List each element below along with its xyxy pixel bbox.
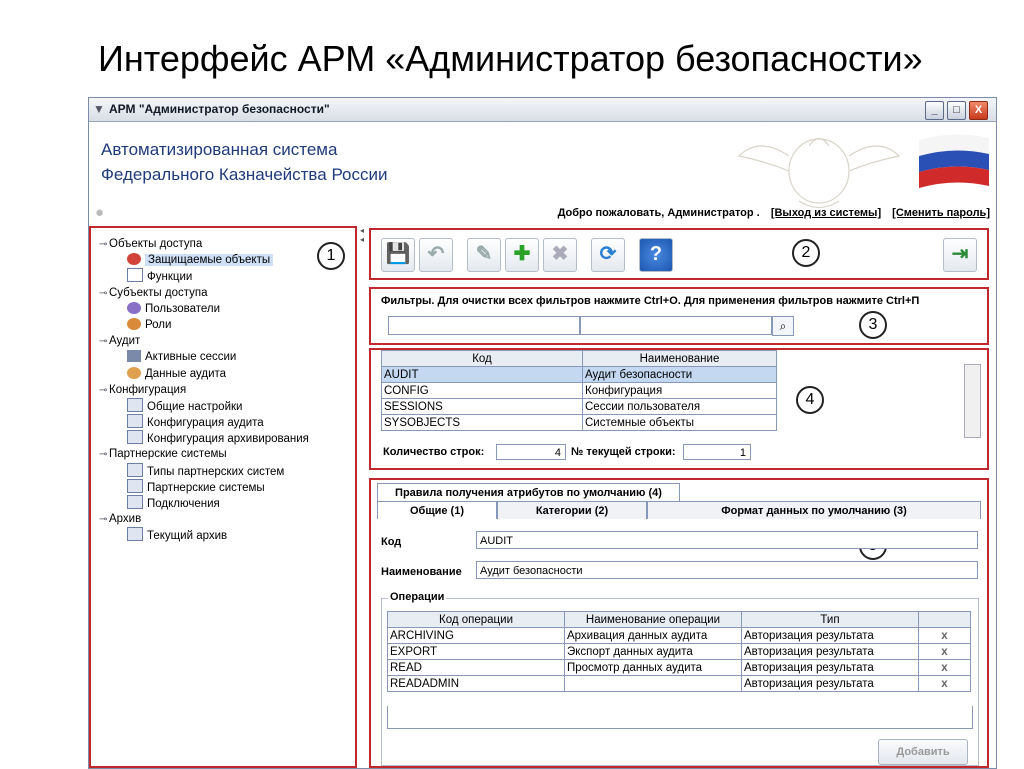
help-icon[interactable]: ? [639,238,673,272]
marker-2: 2 [792,239,820,267]
expander-icon[interactable]: ⊸ [99,514,108,526]
settings-icon [127,398,143,412]
objects-table-panel [369,348,989,470]
minimize-button[interactable]: _ [925,101,944,120]
table-row[interactable] [388,676,971,692]
roles-icon [127,318,141,330]
tree-node[interactable] [99,236,309,252]
hint-bulb-icon[interactable]: ● [95,204,105,221]
table-cell: READ [388,660,565,676]
remove-operation-button[interactable]: x [919,660,971,676]
table-cell: SESSIONS [382,399,583,415]
filter-code-input[interactable] [388,316,580,335]
table-cell: Сессии пользователя [583,399,777,415]
window-titlebar[interactable] [89,98,996,122]
table-cell: Архивация данных аудита [565,628,742,644]
toolbar [369,228,989,280]
tree-node-label: Подключения [147,498,220,510]
tree-node[interactable] [99,446,309,462]
tree-node-label: Объекты доступа [109,238,203,250]
tree-node-label: Партнерские системы [147,481,265,494]
tab-general[interactable]: Общие (1) [377,501,497,519]
tree-node-label: Функции [147,271,193,284]
close-button[interactable]: X [969,101,988,120]
tree-node[interactable] [99,463,309,479]
code-label: Код [381,536,402,548]
table-cell: Конфигурация [583,383,777,399]
table-scrollbar[interactable] [964,364,981,438]
remove-operation-button[interactable]: x [919,676,971,692]
table-cell: Авторизация результата [742,660,919,676]
tree-node[interactable] [99,414,309,430]
expander-icon[interactable]: ⊸ [99,449,108,461]
maximize-button[interactable]: □ [947,101,966,120]
app-shield-icon: ▼ [93,102,105,116]
tree-node-label: Конфигурация аудита [147,417,264,430]
table-cell: Системные объекты [583,415,777,431]
undo-icon[interactable]: ↶ [419,238,453,272]
column-header[interactable]: Наименование операции [565,612,742,628]
table-cell: SYSOBJECTS [382,415,583,431]
current-row-label: № текущей строки: [571,446,676,458]
person-icon [127,367,141,379]
settings-icon [127,430,143,444]
tab-default-attributes[interactable]: Правила получения атрибутов по умолчанию (4) [377,483,680,501]
current-row-value: 1 [683,444,751,460]
table-cell [565,676,742,692]
exit-icon[interactable]: ⇥ [943,238,977,272]
operations-table-empty-area [387,706,973,729]
tree-node-label: Конфигурация [109,383,187,396]
tree-node[interactable] [99,366,309,382]
column-header[interactable]: Код операции [388,612,565,628]
tree-node[interactable] [99,285,309,301]
table-cell: Авторизация результата [742,676,919,692]
expander-icon[interactable]: ⊸ [99,287,108,299]
table-cell: ARCHIVING [388,628,565,644]
binoculars-icon[interactable]: ⌕ [772,316,794,336]
row-count-value: 4 [496,444,566,460]
table-cell: EXPORT [388,644,565,660]
settings-icon [127,495,143,509]
add-button[interactable]: Добавить [878,739,968,765]
table-row[interactable] [382,415,777,431]
table-cell: Экспорт данных аудита [565,644,742,660]
operations-group [381,591,979,766]
edit-icon[interactable]: ✎ [467,238,501,272]
column-header[interactable]: Наименование [583,351,777,367]
users-icon [127,302,141,314]
tree-node-label: Архив [109,513,142,526]
detail-panel [369,478,989,768]
table-cell: Авторизация результата [742,644,919,660]
tab-data-format[interactable]: Формат данных по умолчанию (3) [647,501,981,519]
tree-node-label: Типы партнерских систем [147,465,285,478]
tree-node[interactable] [99,398,309,414]
marker-3: 3 [859,311,887,339]
tree-node-label: Аудит [109,335,141,348]
tree-node[interactable] [99,527,309,543]
table-cell: AUDIT [382,367,583,383]
brand-line-2: Федерального Казначейства России [101,165,388,184]
filters-panel [369,287,989,345]
add-icon[interactable]: ✚ [505,238,539,272]
tree-node[interactable] [99,430,309,446]
tree-node[interactable] [99,301,309,317]
tree-node[interactable] [99,479,309,495]
slide-title: Интерфейс АРМ «Администратор безопасности» [98,38,923,79]
column-header [919,612,971,628]
operations-label: Операции [390,591,445,603]
table-row[interactable] [388,644,971,660]
expander-icon[interactable]: ⊸ [99,239,108,250]
tree-node[interactable] [99,333,309,349]
code-field[interactable]: AUDIT [476,531,978,549]
logout-link[interactable]: [Выход из системы] [770,207,882,219]
tree-node-label: Партнерские системы [109,448,227,461]
splitter-handle[interactable]: ◂ ◂ [360,226,365,244]
operations-table [387,611,971,692]
table-row[interactable] [382,399,777,415]
objects-table [381,350,777,431]
marker-4: 4 [796,386,824,414]
delete-icon[interactable]: ✖ [543,238,577,272]
welcome-bar [558,207,990,219]
welcome-text: Добро пожаловать, Администратор . [557,207,760,219]
row-count-label: Количество строк: [383,446,485,458]
column-header[interactable]: Код [382,351,583,367]
tree-node-label: Защищаемые объекты [145,254,273,266]
tree-node-label: Конфигурация архивирования [147,433,309,446]
name-label: Наименование [381,566,462,578]
table-cell: Авторизация результата [742,628,919,644]
table-cell: READADMIN [388,676,565,692]
navigation-tree [99,236,309,544]
settings-icon [127,414,143,428]
table-row[interactable] [382,367,777,383]
refresh-icon[interactable]: ⟳ [591,238,625,272]
table-cell: CONFIG [382,383,583,399]
table-row[interactable] [382,383,777,399]
marker-1: 1 [317,242,345,270]
expander-icon[interactable]: ⊸ [99,384,108,396]
window-title: АРМ "Администратор безопасности" [109,102,330,116]
app-window [88,97,997,769]
functions-icon [127,268,143,282]
app-header [89,122,996,222]
tree-node-label: Пользователи [145,302,221,315]
brand-line-1: Автоматизированная система [101,140,338,159]
settings-icon [127,479,143,493]
expander-icon[interactable]: ⊸ [99,336,108,348]
column-header[interactable]: Тип [742,612,919,628]
tree-node-label: Общие настройки [147,400,243,413]
table-cell: Аудит безопасности [583,367,777,383]
settings-icon [127,463,143,477]
shield-icon [127,350,141,362]
table-row[interactable] [388,660,971,676]
tree-node[interactable] [99,268,309,284]
remove-operation-button[interactable]: x [919,644,971,660]
tab-categories[interactable]: Категории (2) [497,501,647,519]
russian-flag-icon [919,130,989,190]
tree-node-label: Роли [145,318,172,331]
tree-node[interactable] [99,349,309,365]
settings-icon [127,527,143,541]
tree-node[interactable] [99,495,309,511]
table-row[interactable] [388,628,971,644]
protected-objects-icon [127,253,141,265]
tree-node[interactable] [99,252,309,268]
tree-node-label: Данные аудита [145,367,227,380]
table-cell: Просмотр данных аудита [565,660,742,676]
tree-node-label: Субъекты доступа [109,286,208,299]
save-icon[interactable]: 💾 [381,238,415,272]
tree-node[interactable] [99,317,309,333]
filters-hint: Фильтры. Для очистки всех фильтров нажмите Ctrl+O. Для применения фильтров нажмите Ctrl+П [381,295,920,307]
emblem-watermark-icon [719,126,919,216]
filter-name-input[interactable] [580,316,772,335]
tree-node[interactable] [99,511,309,527]
tree-node[interactable] [99,382,309,398]
tree-node-label: Активные сессии [145,351,237,364]
name-field[interactable]: Аудит безопасности [476,561,978,579]
change-password-link[interactable]: [Сменить пароль] [892,207,990,219]
navigation-tree-panel [89,226,357,768]
tree-node-label: Текущий архив [147,530,228,543]
remove-operation-button[interactable]: x [919,628,971,644]
